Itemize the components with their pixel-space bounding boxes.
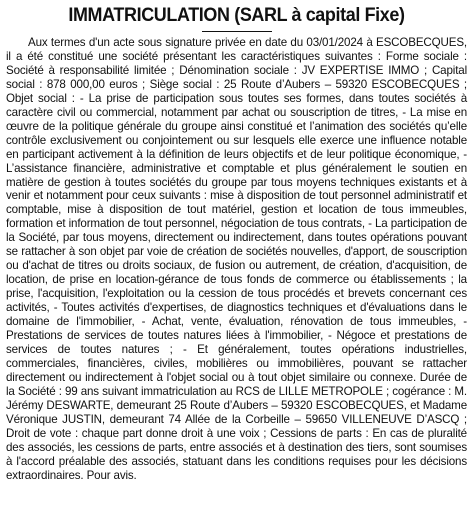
notice-title: IMMATRICULATION (SARL à capital Fixe)	[68, 4, 405, 26]
notice-body: Aux termes d'un acte sous signature privée en date du 03/01/2024 à ESCOBECQUES, il a été constitué une société présentant les caractéristiques suivantes : Forme sociale : Société à responsabilité limitée ; Dénomination sociale : JV EXPERTISE IMMO ; Capital social : 878 000,00 euros ; Siège social : 25 Route d’Aubers – 59320 ESCOBECQUES ; Objet social : - La prise de participation sous toutes ses formes, dans toutes sociétés à caractère civil ou commercial, notamment par achat ou souscription de titres, - La mise en œuvre de la politique générale du groupe ainsi constitué et l’animation des sociétés qu’elle contrôle exclusivement ou conjointement ou sur lesquels elle exerce une influence notable en participant activement à la définition de leurs objectifs et de leur politique économique, - L’assistance financière, administrative et comptable et plus généralement le soutien en matière de gestion à toutes sociétés du groupe par tous moyens techniques existants et à venir et notamment pour ceux suivants : mise à disposition de tout personnel administratif et comptable, mise à disposition de tout matériel, gestion et location de tous immeubles, formation et information de tout personnel, négociation de tous contrats, - La participation de la Société, par tous moyens, directement ou indirectement, dans toutes opérations pouvant se rattacher à son objet par voie de création de sociétés nouvelles, d'apport, de souscription ou d'achat de titres ou droits sociaux, de fusion ou autrement, de création, d'acquisition, de location, de prise en location-gérance de tous fonds de commerce ou établissements ; la prise, l'acquisition, l'exploitation ou la cession de tous procédés et brevets concernant ces activités, - Toutes activités d'expertises, de diagnostics techniques et d'évaluations dans le domaine de l'immobilier, - Achat, vente, évaluation, rénovation de tous immeubles, - Prestations de services de toutes natures liées à l'immobilier, - Négoce et prestations de services de toutes natures ; - Et généralement, toutes opérations industrielles, commerciales, financières, civiles, mobilières ou immobilières, pouvant se rattacher directement ou indirectement à l'objet social ou à tout objet similaire ou connexe. Durée de la Société : 99 ans suivant immatriculation au RCS de LILLE METROPOLE ; cogérance : M. Jérémy DESWARTE, demeurant 25 Route d’Aubers – 59320 ESCOBECQUES, et Madame Véronique JUSTIN, demeurant 74 Allée de la Corbeille – 59650 VILLENEUVE D’ASCQ ; Droit de vote : chaque part donne droit à une voix ; Cessions de parts : En cas de pluralité des associés, les cessions de parts, entre associés et à destination des tiers, sont soumises à l'accord préalable des associés, statuant dans les conditions requises pour les décisions extraordinaires. Pour avis.	[6, 36, 467, 482]
title-divider	[202, 31, 272, 32]
